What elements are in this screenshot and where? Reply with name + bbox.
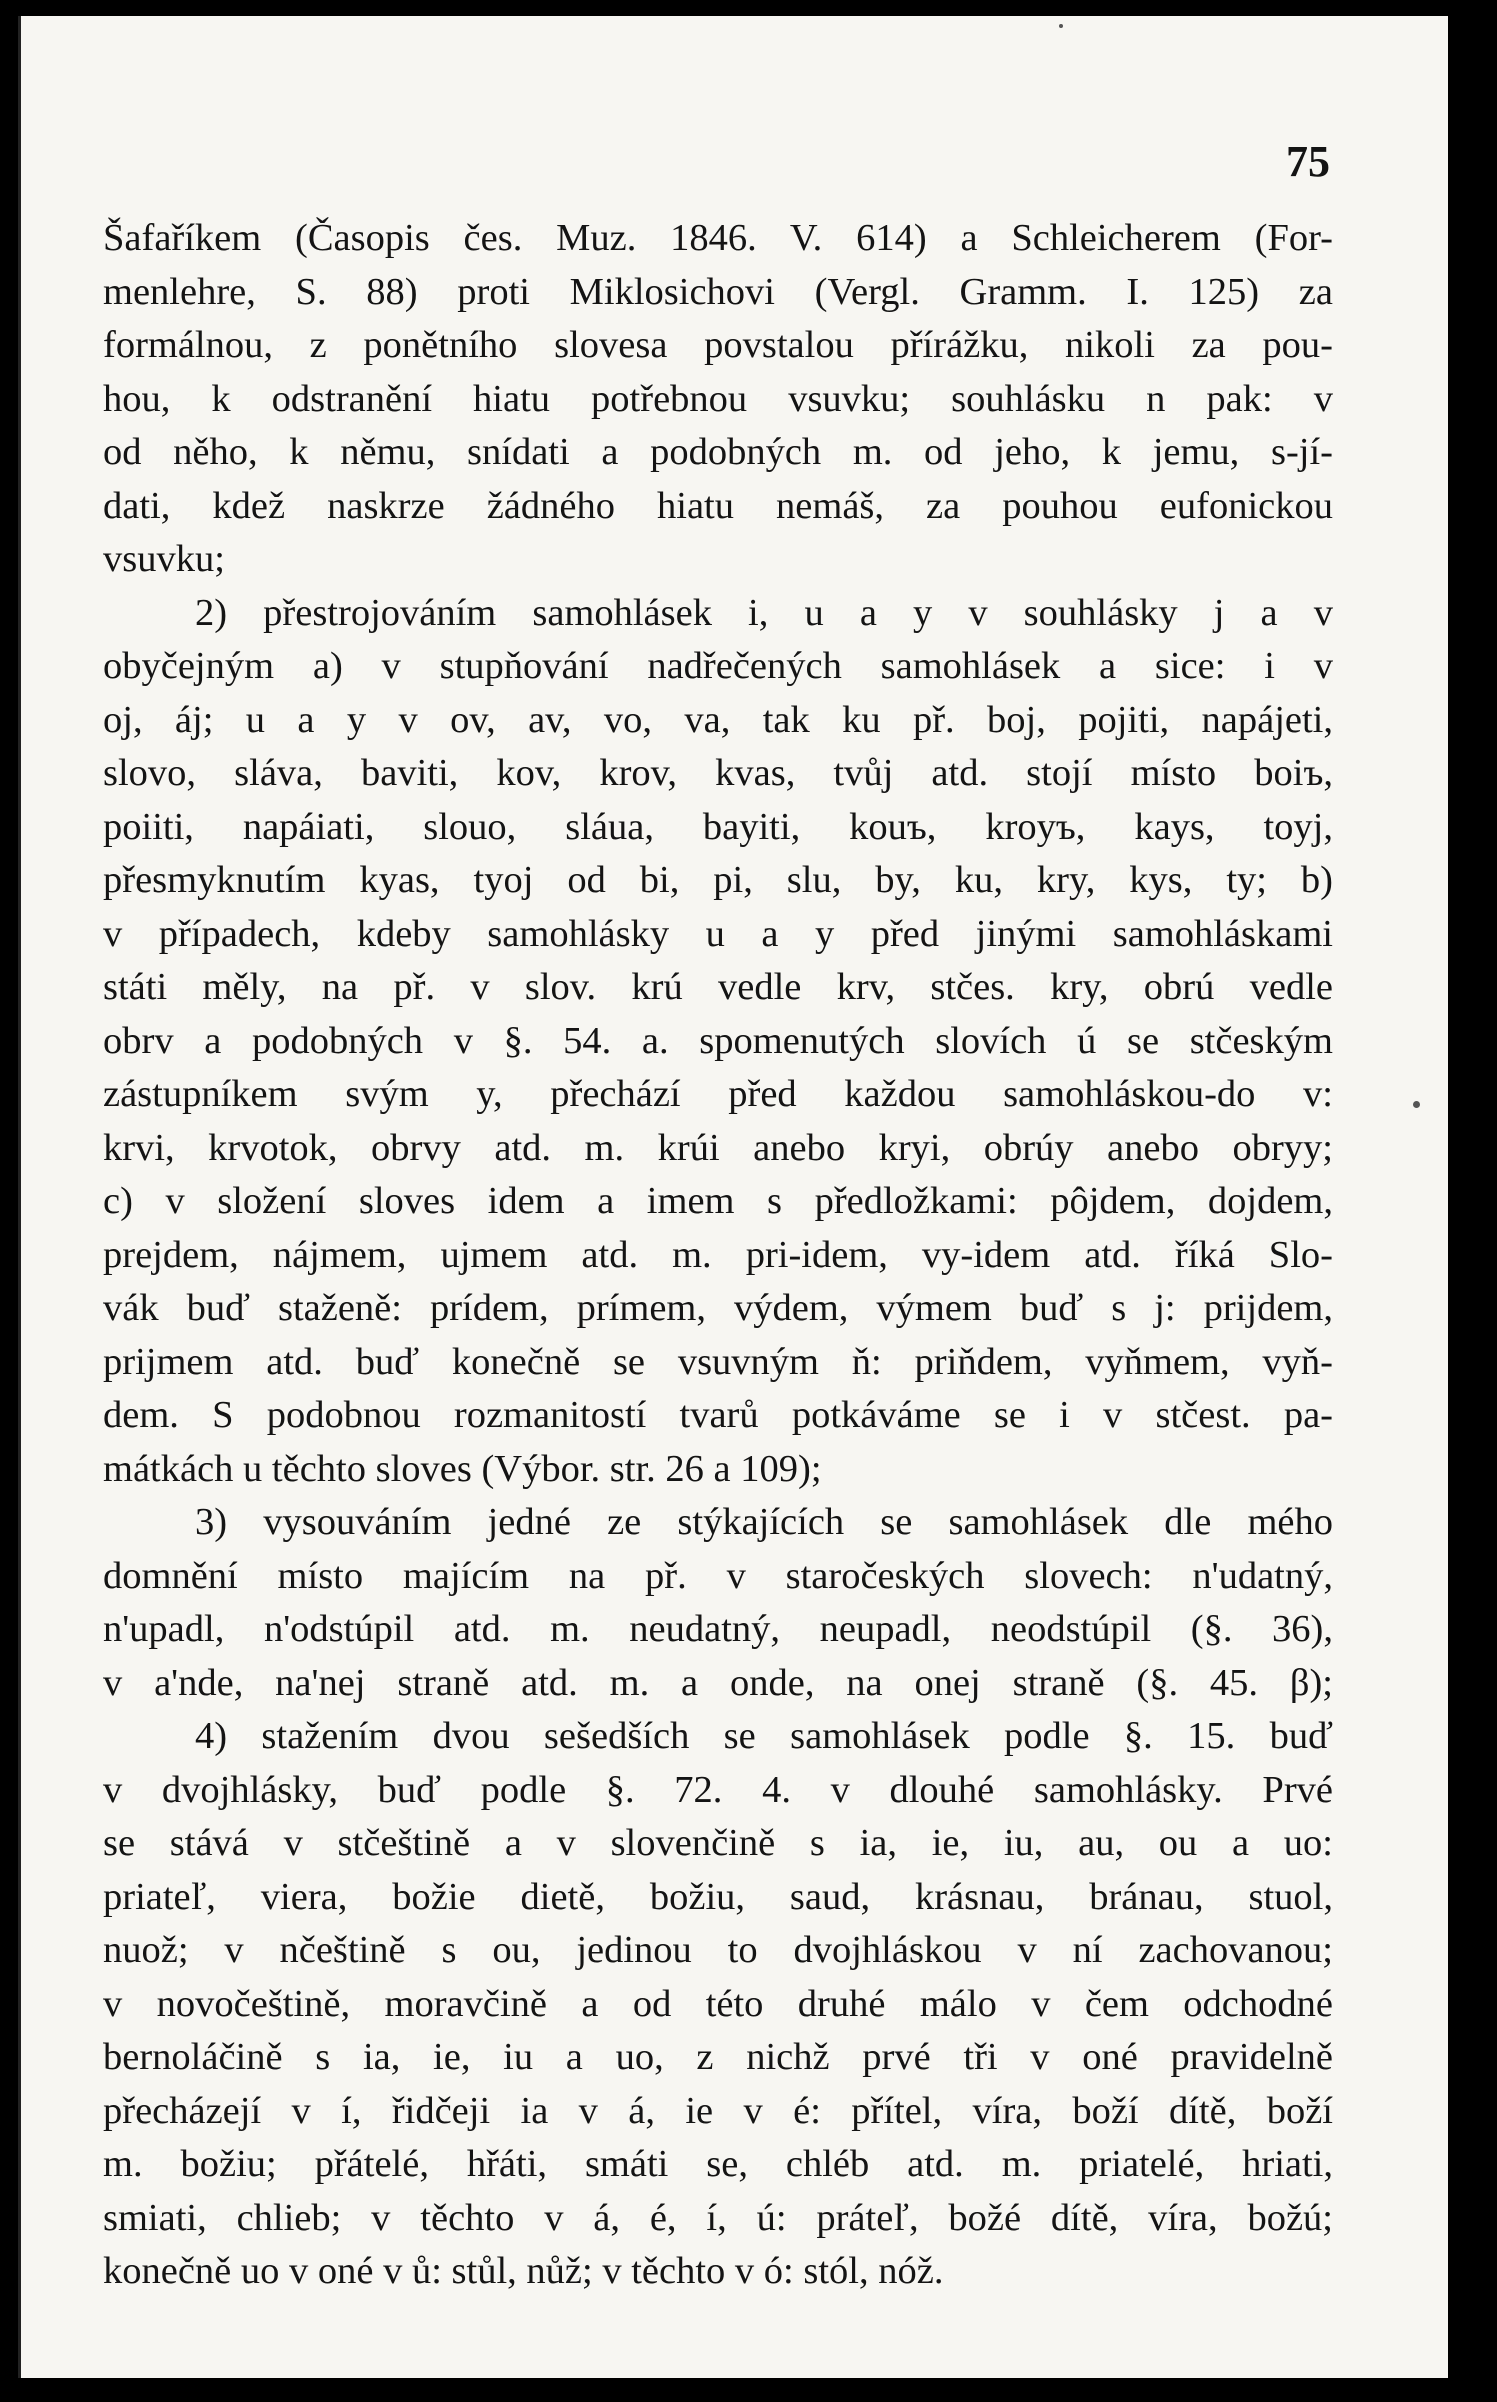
text-line: vsuvku;: [103, 538, 225, 580]
text-line: dati, kdež naskrze žádného hiatu nemáš, za pouhou eufonickou: [103, 484, 1333, 527]
text-line: v dvojhlásky, buď podle §. 72. 4. v dlouhé samohlásky. Prvé: [103, 1768, 1333, 1811]
text-line: v novočeštině, moravčině a od této druhé málo v čem odchodné: [103, 1982, 1333, 2025]
text-line: se stává v stčeštině a v slovenčině s ia, ie, iu, au, ou a uo:: [103, 1822, 1333, 1864]
text-line: od něho, k němu, snídati a podobných m. od jeho, k jemu, s-jí-: [103, 431, 1333, 473]
text-line: hou, k odstranění hiatu potřebnou vsuvku; souhlásku n pak: v: [103, 377, 1333, 420]
text-line: v a'nde, na'nej straně atd. m. a onde, na onej straně (§. 45. β);: [103, 1661, 1333, 1704]
text-line: smiati, chlieb; v těchto v á, é, í, ú: práteľ, božé dítě, víra, božú;: [103, 2196, 1333, 2239]
text-line: menlehre, S. 88) proti Miklosichovi (Vergl. Gramm. I. 125) za: [103, 270, 1333, 313]
text-line: přesmyknutím kyas, tyoj od bi, pi, slu, by, ku, kry, kys, ty; b): [103, 859, 1333, 901]
scan-speck-mark: [1059, 24, 1063, 28]
page-body-text: [103, 212, 1333, 2299]
text-line: mátkách u těchto sloves (Výbor. str. 26 a 109);: [103, 1447, 822, 1490]
text-line: obrv a podobných v §. 54. a. spomenutých slovích ú se stčeským: [103, 1019, 1333, 1062]
text-line: slovo, sláva, baviti, kov, krov, kvas, tvůj atd. stojí místo boiъ,: [103, 752, 1333, 794]
text-line: přecházejí v í, řidčeji ia v á, ie v é: přítel, víra, boží dítě, boží: [103, 2089, 1333, 2132]
text-line: oj, áj; u a y v ov, av, vo, va, tak ku př. boj, pojiti, napájeti,: [103, 698, 1333, 741]
text-line: obyčejným a) v stupňování nadřečených samohlásek a sice: i v: [103, 645, 1333, 687]
text-line: c) v složení sloves idem a imem s předložkami: pôjdem, dojdem,: [103, 1180, 1333, 1222]
paragraph-start-line: 4) stažením dvou sešedších se samohlásek podle §. 15. buď: [195, 1715, 1333, 1757]
text-line: m. božiu; přátelé, hřáti, smáti se, chléb atd. m. priatelé, hriati,: [103, 2143, 1333, 2185]
text-line: nuož; v nčeštině s ou, jedinou to dvojhláskou v ní zachovanou;: [103, 1929, 1333, 1971]
text-line: Šafaříkem (Časopis čes. Muz. 1846. V. 614) a Schleicherem (For-: [103, 217, 1333, 259]
text-line: prijmem atd. buď konečně se vsuvným ň: priňdem, vyňmem, vyň-: [103, 1340, 1333, 1383]
paragraph-start-line: 2) přestrojováním samohlásek i, u a y v souhlásky j a v: [195, 591, 1333, 634]
text-line: bernoláčině s ia, ie, iu a uo, z nichž prvé tři v oné pravidelně: [103, 2036, 1333, 2078]
text-line: státi měly, na př. v slov. krú vedle krv, stčes. kry, obrú vedle: [103, 966, 1333, 1008]
text-line: formálnou, z ponětního slovesa povstalou přírážku, nikoli za pou-: [103, 324, 1333, 366]
book-page: [18, 16, 1448, 2378]
text-line: krvi, krvotok, obrvy atd. m. krúi anebo kryi, obrúy anebo obryy;: [103, 1126, 1333, 1169]
text-line: prejdem, nájmem, ujmem atd. m. pri-idem, vy-idem atd. říká Slo-: [103, 1233, 1333, 1276]
text-line: n'upadl, n'odstúpil atd. m. neudatný, neupadl, neodstúpil (§. 36),: [103, 1608, 1333, 1650]
scan-speck-mark: [1413, 1101, 1420, 1108]
text-line: vák buď staženě: prídem, prímem, výdem, výmem buď s j: prijdem,: [103, 1287, 1333, 1329]
text-line: v případech, kdeby samohlásky u a y před jinými samohláskami: [103, 912, 1333, 955]
text-line: zástupníkem svým y, přechází před každou samohláskou-do v:: [103, 1073, 1333, 1115]
text-line: konečně uo v oné v ů: stůl, nůž; v těchto v ó: stól, nóž.: [103, 2250, 944, 2292]
text-line: dem. S podobnou rozmanitostí tvarů potkáváme se i v stčest. pa-: [103, 1394, 1333, 1436]
text-line: priateľ, viera, božie dietě, božiu, saud, krásnau, bránau, stuol,: [103, 1875, 1333, 1918]
paragraph-start-line: 3) vysouváním jedné ze stýkajících se samohlásek dle mého: [195, 1501, 1333, 1543]
text-line: domnění místo majícím na př. v staročeských slovech: n'udatný,: [103, 1554, 1333, 1597]
text-line: poiiti, napáiati, slouo, sláua, bayiti, kouъ, kroyъ, kays, toyj,: [103, 805, 1333, 848]
page-number: 75: [1286, 137, 1330, 186]
